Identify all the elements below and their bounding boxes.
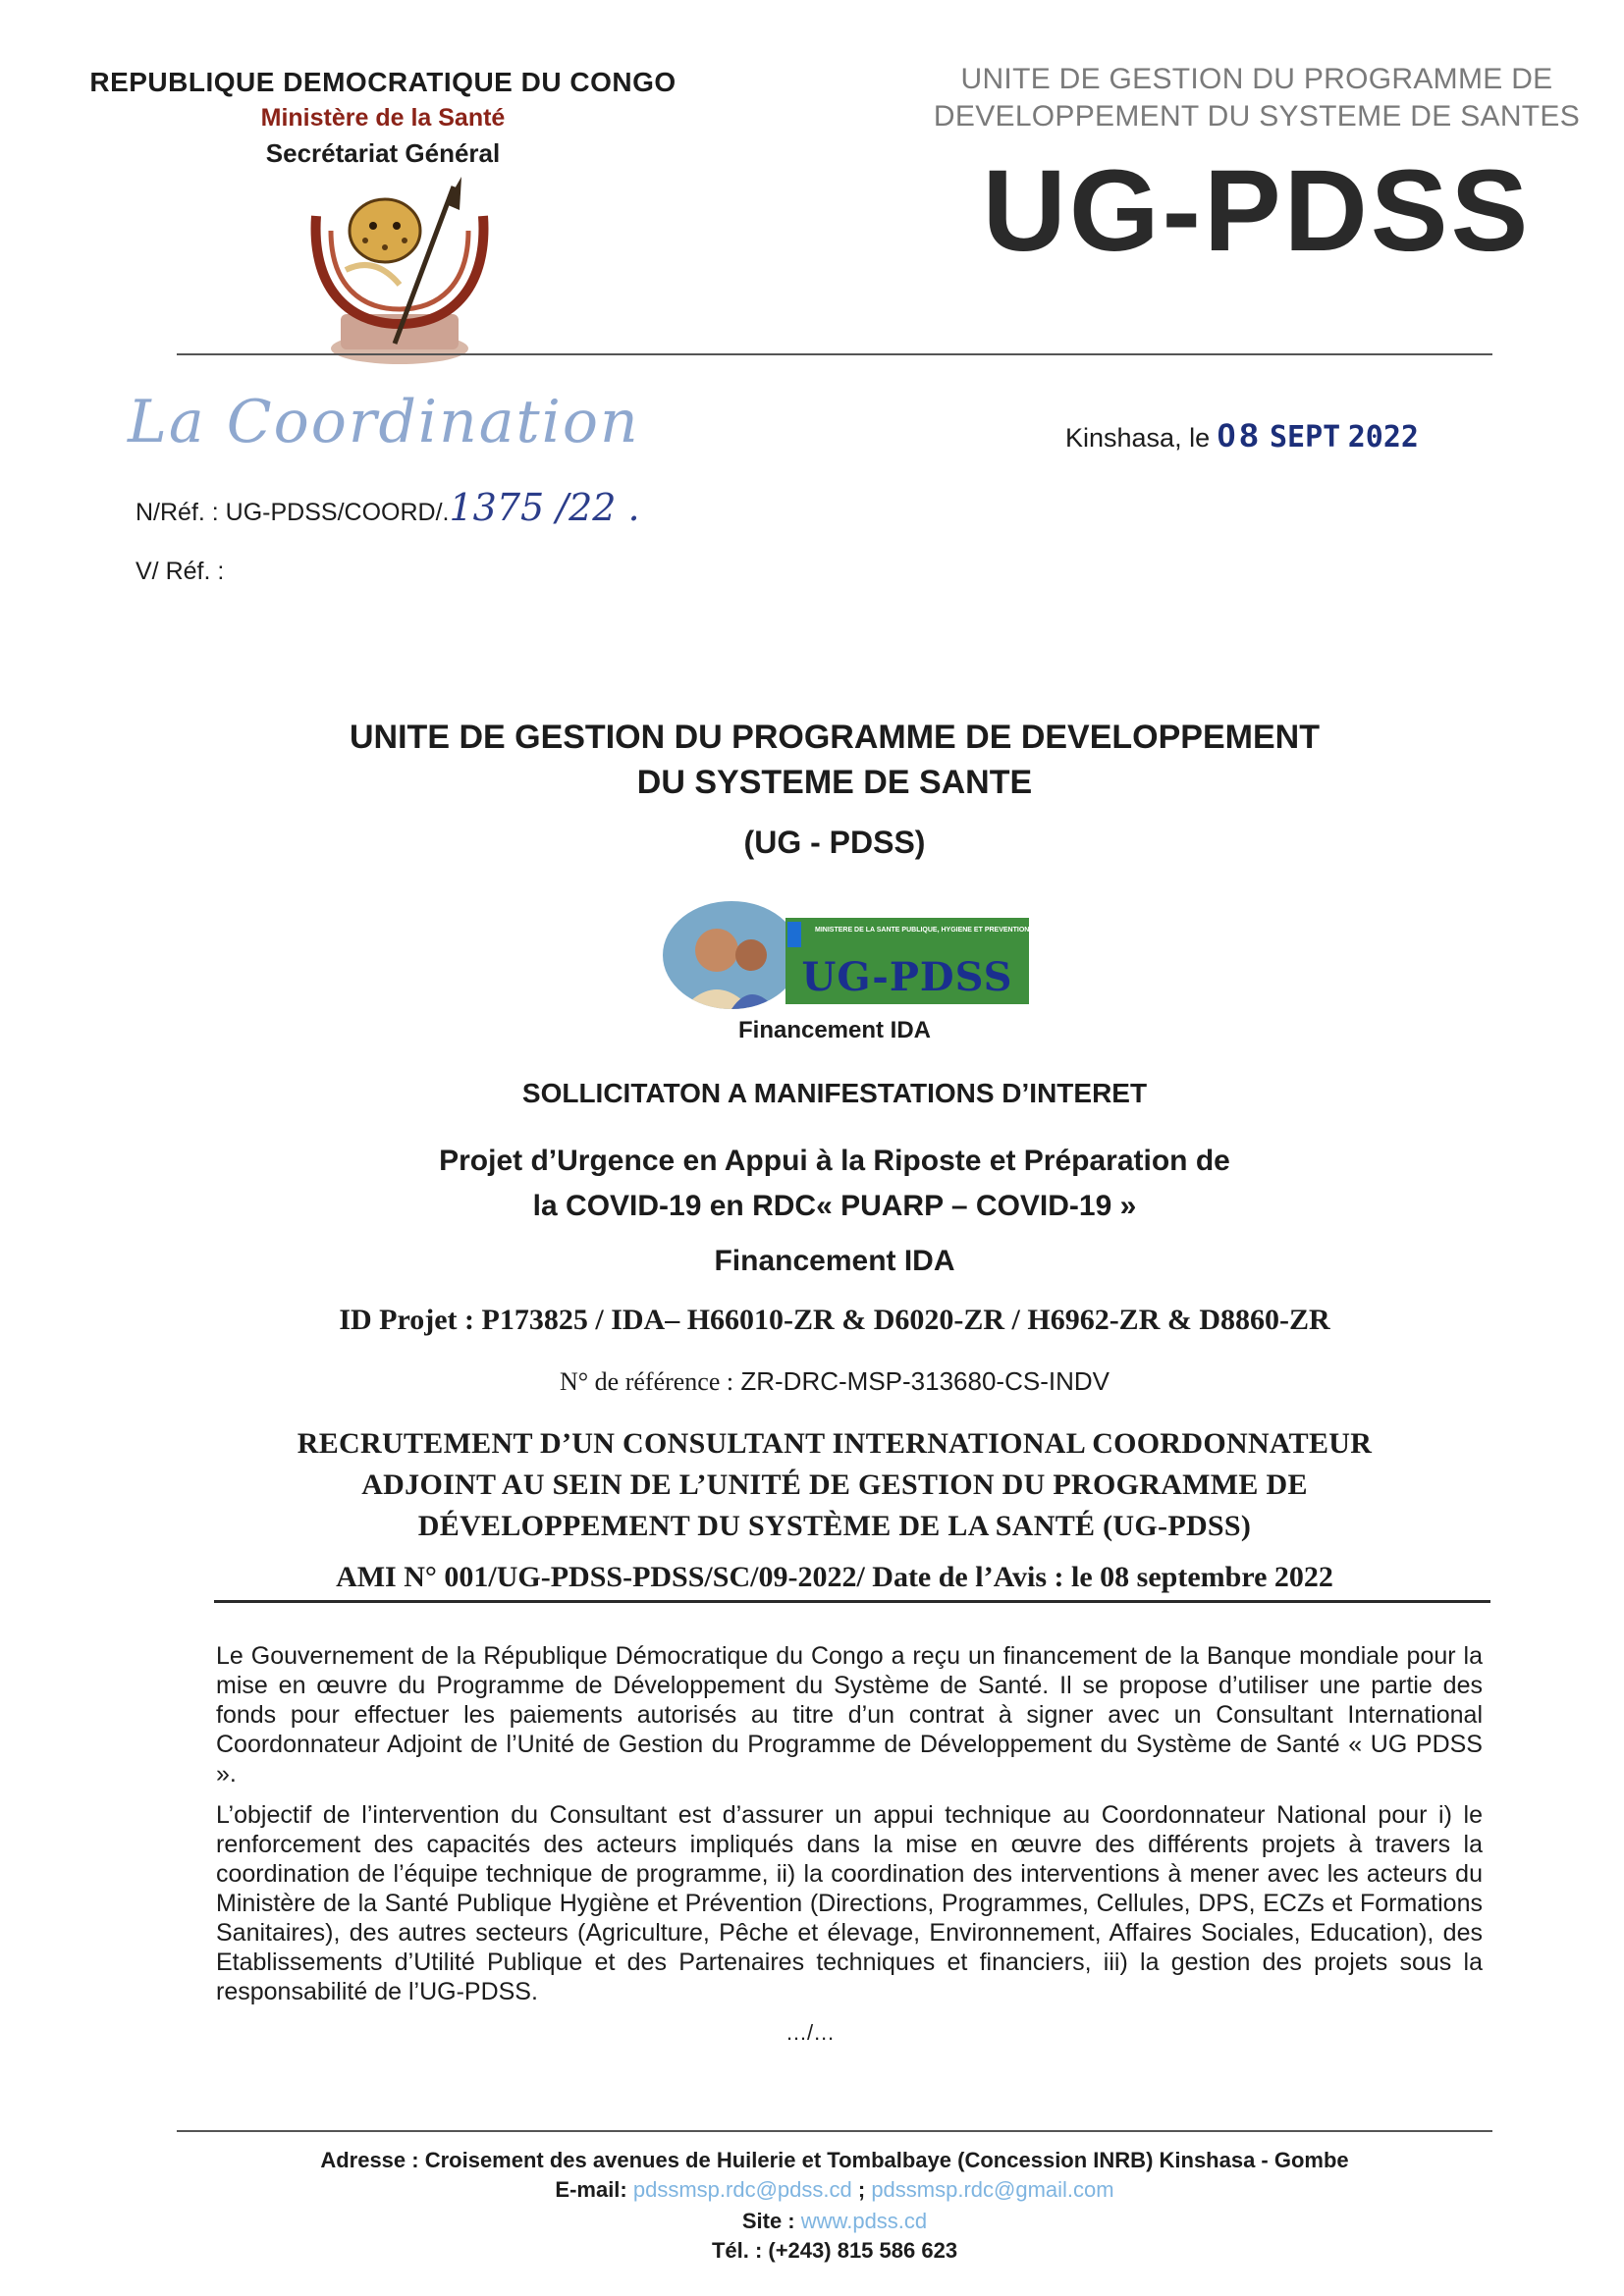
our-reference bbox=[135, 486, 640, 529]
header-acronym: UG-PDSS bbox=[982, 146, 1532, 276]
coordination-stamp: La Coordination bbox=[128, 388, 640, 456]
date-year: 2022 bbox=[1347, 420, 1419, 454]
recruitment-line2: ADJOINT AU SEIN DE L’UNITÉ DE GESTION DU PROGRAMME DE bbox=[361, 1468, 1308, 1501]
date-day: 08 bbox=[1217, 417, 1263, 454]
footer-email-label: E-mail: bbox=[555, 2177, 627, 2202]
header-right-block bbox=[913, 61, 1600, 276]
body-paragraph-2: L’objectif de l’intervention du Consultant est d’assurer un appui technique au Coordonnateur National pour i) le renforcement des capacités des acteurs impliqués dans la mise en œuvre des différents projets à travers la coordination de l’équipe technique de programme, ii) la coordination des interventions à mener avec les acteurs du Ministère de la Santé Publique Hygiène et Prévention (Directions, Programmes, Cellules, DPS, ECZs et Formations Sanitaires), des autres secteurs (Agriculture, Pêche et élevage, Environnement, Affaires Sociales, Education), des Etablissements d’Utilité Publique et des Partenaires techniques et financiers, iii) la gestion des projets sous la responsabilité de l’UG-PDSS. bbox=[216, 1801, 1483, 2005]
footer-site bbox=[177, 2209, 1492, 2234]
unit-name-line2: DEVELOPPEMENT DU SYSTEME DE SANTES bbox=[933, 100, 1581, 133]
ministry-name: Ministère de la Santé bbox=[260, 104, 506, 132]
reference-number-label: N° de référence : bbox=[560, 1367, 734, 1396]
document-title bbox=[177, 715, 1492, 805]
secretariat-name: Secrétariat Général bbox=[265, 138, 501, 168]
continuation-mark: …/… bbox=[785, 2020, 836, 2045]
footer-email-link-1[interactable]: pdssmsp.rdc@pdss.cd bbox=[632, 2177, 852, 2202]
ami-notice: AMI N° 001/UG-PDSS-PDSS/SC/09-2022/ Date de l’Avis : le 08 septembre 2022 bbox=[336, 1561, 1333, 1593]
financing-small: Financement IDA bbox=[737, 1017, 932, 1043]
date-prefix: Kinshasa, le bbox=[1065, 423, 1211, 453]
project-name-line2: la COVID-19 en RDC« PUARP – COVID-19 » bbox=[532, 1190, 1137, 1222]
flag-icon bbox=[787, 922, 801, 947]
ami-underline bbox=[214, 1600, 1490, 1603]
document-title-acronym: (UG - PDSS) bbox=[743, 825, 926, 860]
body-paragraph-1: Le Gouvernement de la République Démocratique du Congo a reçu un financement de la Banque mondiale pour la mise en œuvre du Programme de Développement du Système de Santé. Il se propose d’utiliser une partie des fonds pour effectuer les paiements autorisés au titre d’un contrat à signer avec un Consultant International Coordonnateur Adjoint de l’Unité de Gestion du Programme de Développement du Système de Santé « UG PDSS ». bbox=[216, 1642, 1483, 1788]
recruitment-heading bbox=[177, 1423, 1492, 1547]
project-name bbox=[177, 1139, 1492, 1229]
footer-phone: Tél. : (+243) 815 586 623 bbox=[711, 2238, 958, 2263]
footer-address: Adresse : Croisement des avenues de Huilerie et Tombalbaye (Concession INRB) Kinshasa - Gombe bbox=[320, 2148, 1349, 2172]
document-title-line2: DU SYSTEME DE SANTE bbox=[636, 764, 1033, 801]
footer-site-label: Site : bbox=[741, 2209, 795, 2233]
country-name: REPUBLIQUE DEMOCRATIQUE DU CONGO bbox=[89, 67, 677, 97]
reference-number-value: ZR-DRC-MSP-313680-CS-INDV bbox=[740, 1366, 1110, 1396]
document-title-line1: UNITE DE GESTION DU PROGRAMME DE DEVELOPPEMENT bbox=[350, 719, 1320, 756]
header-divider bbox=[177, 353, 1492, 355]
footer-email-link-2[interactable]: pdssmsp.rdc@gmail.com bbox=[871, 2177, 1114, 2202]
date-line bbox=[1065, 417, 1419, 455]
unit-name-line1: UNITE DE GESTION DU PROGRAMME DE bbox=[960, 63, 1553, 95]
project-id: ID Projet : P173825 / IDA– H66010-ZR & D6020-ZR / H6962-ZR & D8860-ZR bbox=[339, 1304, 1330, 1336]
logo-photo bbox=[663, 901, 800, 1009]
project-name-line1: Projet d’Urgence en Appui à la Riposte et Préparation de bbox=[439, 1145, 1230, 1177]
date-month: SEPT bbox=[1269, 420, 1341, 454]
recruitment-line1: RECRUTEMENT D’UN CONSULTANT INTERNATIONAL COORDONNATEUR bbox=[297, 1427, 1373, 1460]
header-left-block bbox=[69, 67, 697, 169]
financing-large: Financement IDA bbox=[714, 1245, 955, 1277]
our-reference-label: N/Réf. : UG-PDSS/COORD/. bbox=[135, 499, 450, 526]
footer-site-link[interactable]: www.pdss.cd bbox=[800, 2209, 928, 2233]
coat-of-arms-icon bbox=[287, 177, 513, 373]
logo-text: UG-PDSS bbox=[801, 954, 1013, 1000]
footer-email bbox=[177, 2177, 1492, 2203]
footer-divider bbox=[177, 2130, 1492, 2132]
logo-subtext: MINISTERE DE LA SANTE PUBLIQUE, HYGIENE ET PREVENTION bbox=[815, 927, 1030, 934]
solicitation-heading: SOLLICITATON A MANIFESTATIONS D’INTERET bbox=[521, 1078, 1148, 1108]
our-reference-number: 1375 /22 . bbox=[449, 486, 640, 529]
reference-number bbox=[177, 1366, 1492, 1397]
recruitment-line3: DÉVELOPPEMENT DU SYSTÈME DE LA SANTÉ (UG-PDSS) bbox=[417, 1510, 1252, 1542]
footer-email-separator: ; bbox=[857, 2177, 866, 2202]
your-reference: V/ Réf. : bbox=[135, 558, 225, 585]
